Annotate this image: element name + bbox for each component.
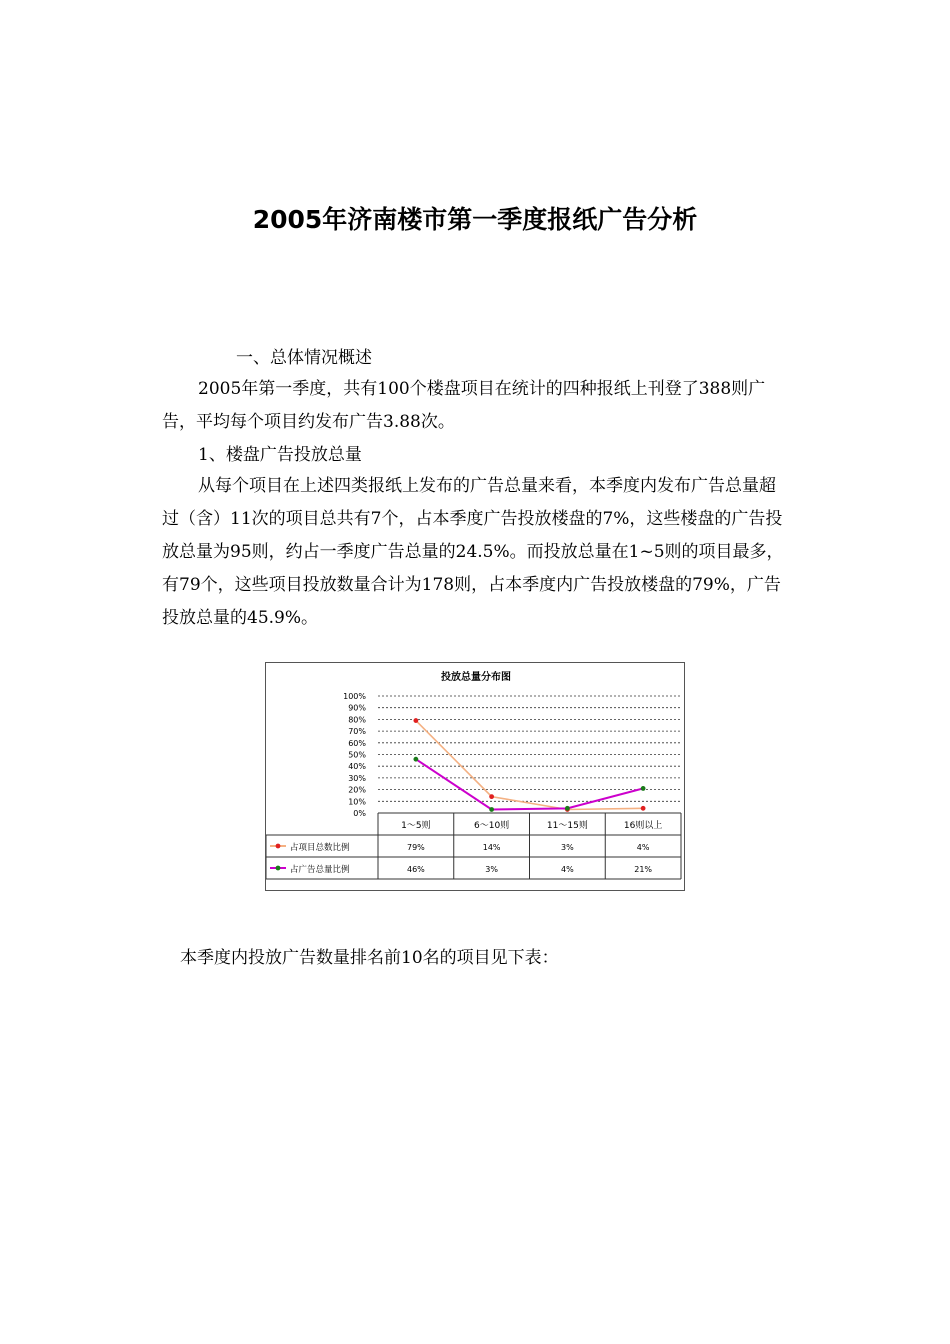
data-point [489, 794, 494, 799]
legend-marker [276, 844, 281, 849]
data-point [489, 807, 494, 812]
category-label: 1～5则 [401, 821, 431, 831]
data-label: 21% [634, 865, 653, 874]
y-tick-label: 70% [348, 727, 366, 737]
chart-svg [266, 663, 686, 892]
data-label: 4% [561, 865, 574, 874]
legend-label: 占广告总量比例 [290, 865, 350, 875]
document-title: 2005年济南楼市第一季度报纸广告分析 [252, 205, 698, 234]
category-label: 6～10则 [474, 821, 510, 831]
data-label: 4% [636, 843, 650, 852]
data-label: 79% [406, 843, 425, 852]
data-point [565, 806, 570, 811]
chart-title: 投放总量分布图 [441, 672, 511, 683]
y-tick-label: 10% [348, 797, 366, 807]
series-line [416, 759, 643, 809]
legend-label: 占项目总数比例 [290, 843, 350, 853]
subsection-heading: 1、楼盘广告投放总量 [198, 445, 362, 465]
data-point [641, 786, 646, 791]
y-tick-label: 80% [348, 715, 366, 725]
series-line [416, 721, 643, 810]
distribution-chart [265, 662, 685, 891]
category-label: 16则以上 [623, 821, 663, 831]
y-tick-label: 30% [348, 773, 366, 783]
data-label: 3% [485, 865, 498, 874]
data-label: 3% [561, 843, 574, 852]
data-label: 46% [406, 865, 425, 874]
data-label: 14% [482, 843, 501, 852]
y-tick-label: 0% [353, 809, 366, 818]
data-point [641, 806, 646, 811]
category-label: 11～15则 [546, 821, 588, 831]
y-tick-label: 40% [348, 762, 366, 772]
overview-paragraph: 2005年第一季度，共有100个楼盘项目在统计的四种报纸上刊登了388则广告，平均每个项目约发布广告3.88次。 [162, 379, 766, 432]
data-point [413, 757, 418, 762]
y-tick-label: 50% [348, 750, 366, 760]
table-intro-paragraph: 本季度内投放广告数量排名前10名的项目见下表： [180, 948, 559, 968]
y-tick-label: 60% [348, 738, 366, 748]
legend-marker [276, 866, 281, 871]
y-tick-label: 20% [348, 785, 366, 795]
volume-paragraph: 从每个项目在上述四类报纸上发布的广告总量来看，本季度内发布广告总量超过（含）11次的项目总共有7个，占本季度广告投放楼盘的7%，这些楼盘的广告投放总量为95则，约占一季度广告总量的24.5%。而投放总量在1~5则的项目最多，有79个，这些项目投放数量合计为178则，占本季度内广告投放楼盘的79%，广告投放总量的45.9%。 [162, 476, 784, 628]
data-point [413, 718, 418, 723]
section-heading: 一、总体情况概述 [236, 348, 372, 368]
y-tick-label: 90% [348, 703, 366, 713]
y-tick-label: 100% [343, 692, 366, 701]
